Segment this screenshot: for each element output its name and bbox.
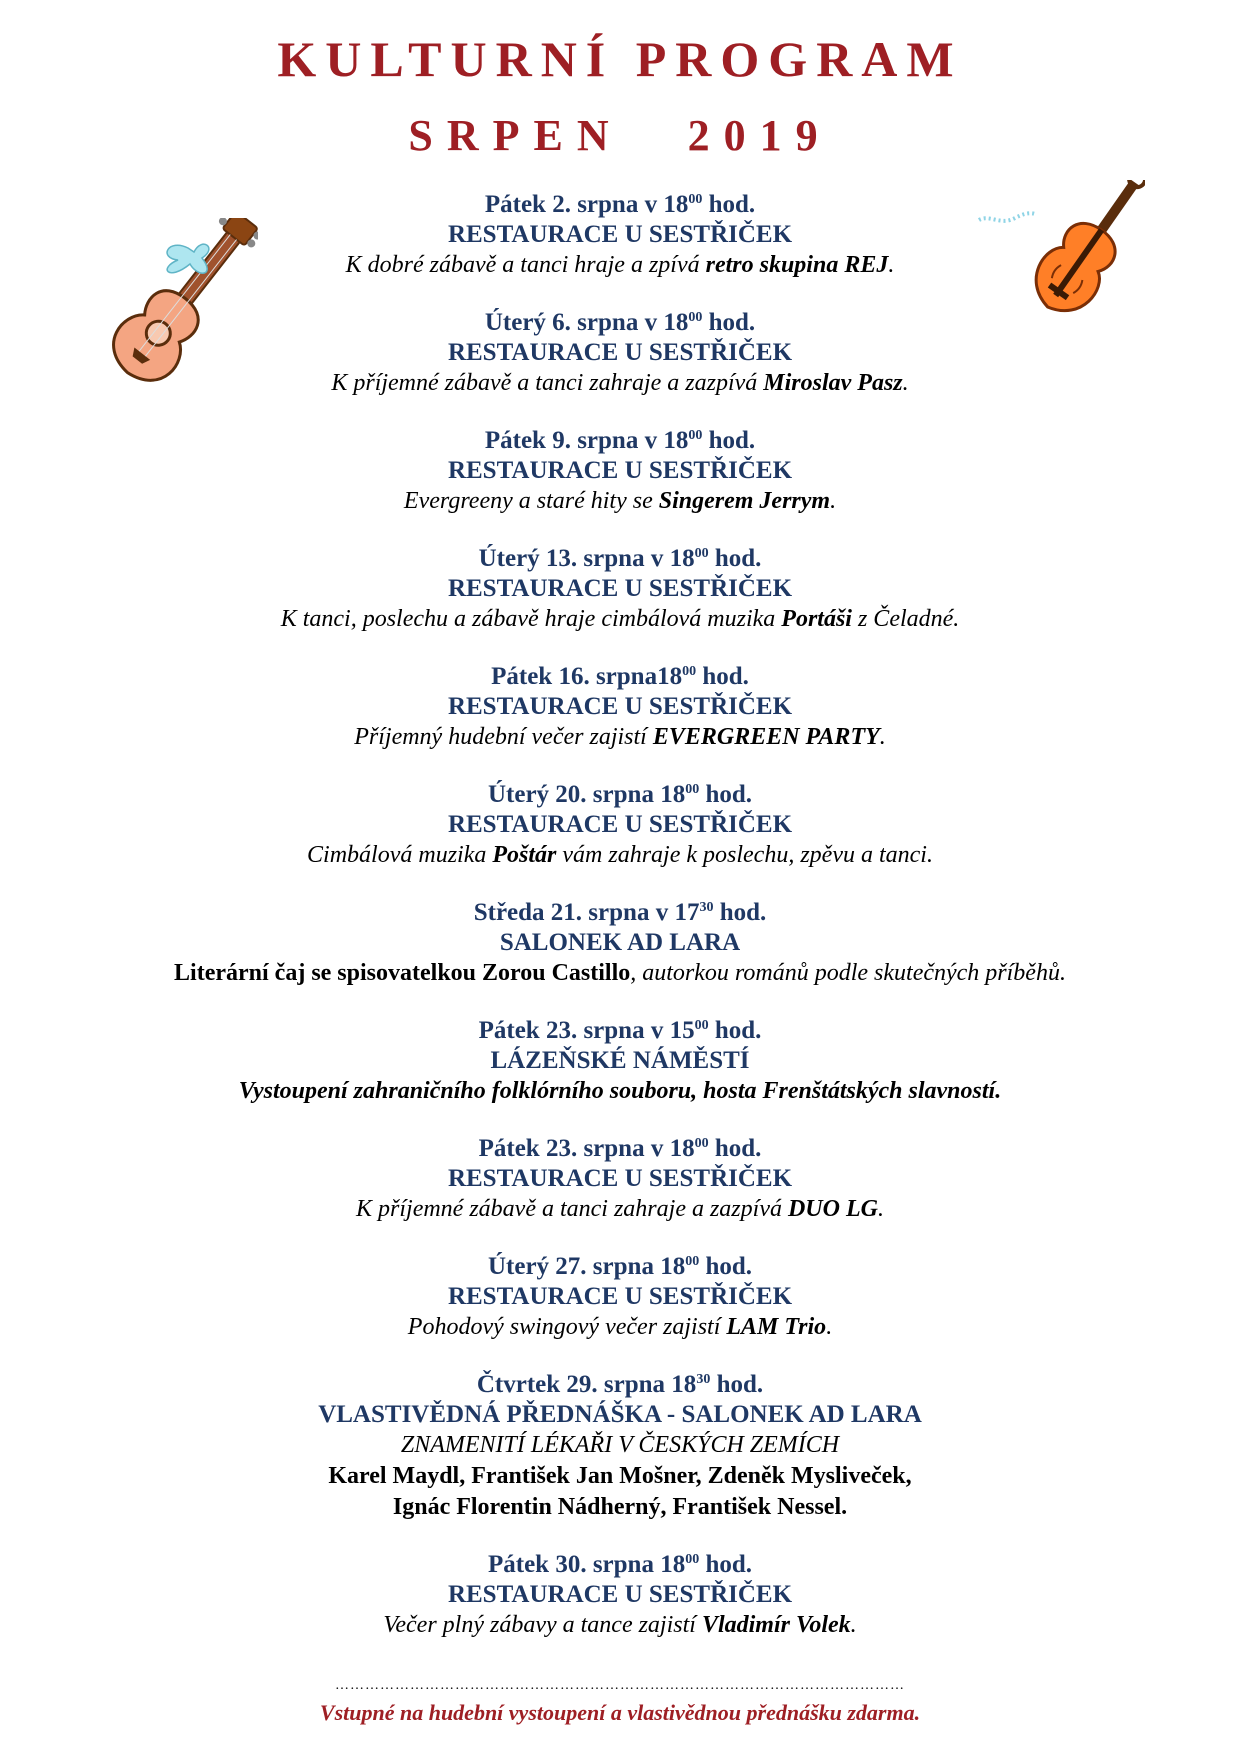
event-description: Literární čaj se spisovatelkou Zorou Castillo, autorkou románů podle skutečných příběhů. — [174, 960, 1066, 986]
event-date: Úterý 20. srpna $18^{00}$ hod. — [487, 781, 753, 808]
event-description: Příjemný hudební večer zajistí EVERGREEN PARTY. — [354, 724, 886, 750]
event-description: Evergreeny a staré hity se Singerem Jerrym. — [403, 488, 837, 514]
event-date: Úterý 27. srpna $18^{00}$ hod. — [487, 1253, 753, 1280]
event-date: Pátek 2. srpna v $18^{00}$ hod. — [484, 191, 756, 218]
event-description: Večer plný zábavy a tance zajistí Vladimír Volek. — [383, 1612, 857, 1638]
event-item — [0, 898, 1240, 989]
event-item — [0, 308, 1240, 399]
event-place: LÁZEŇSKÉ NÁMĚSTÍ — [490, 1047, 750, 1074]
event-item — [0, 1550, 1240, 1641]
lecture-names: Ignác Florentin Nádherný, František Nessel. — [392, 1494, 848, 1520]
event-description: K tanci, poslechu a zábavě hraje cimbálová muzika Portáši z Čeladné. — [280, 606, 960, 632]
event-date: Pátek 9. srpna v $18^{00}$ hod. — [484, 427, 756, 454]
event-date: Pátek 23. srpna v $15^{00}$ hod. — [478, 1017, 762, 1044]
event-place: RESTAURACE U SESTŘIČEK — [447, 339, 793, 366]
event-item — [0, 662, 1240, 753]
event-date: Pátek 30. srpna $18^{00}$ hod. — [487, 1551, 753, 1578]
event-item — [0, 1252, 1240, 1343]
separator: …………………………………………………………………………………………………… — [335, 1678, 905, 1693]
event-item — [0, 1016, 1240, 1107]
event-place: SALONEK AD LARA — [499, 929, 741, 956]
event-item — [0, 1134, 1240, 1225]
page-title: KULTURNÍ PROGRAM — [277, 31, 963, 87]
event-place: RESTAURACE U SESTŘIČEK — [447, 221, 793, 248]
event-description: K příjemné zábavě a tanci zahraje a zazpívá DUO LG. — [356, 1196, 884, 1222]
event-description: K příjemné zábavě a tanci zahraje a zazpívá Miroslav Pasz. — [331, 370, 909, 396]
event-item — [0, 426, 1240, 517]
event-place: RESTAURACE U SESTŘIČEK — [447, 457, 793, 484]
event-item — [0, 780, 1240, 871]
event-place: RESTAURACE U SESTŘIČEK — [447, 693, 793, 720]
event-place: RESTAURACE U SESTŘIČEK — [447, 1283, 793, 1310]
footer-note: Vstupné na hudební vystoupení a vlastivědnou přednášku zdarma. — [319, 1700, 921, 1725]
event-date: Středa 21. srpna v $17^{30}$ hod. — [473, 899, 767, 926]
event-place: RESTAURACE U SESTŘIČEK — [447, 811, 793, 838]
event-description: Pohodový swingový večer zajistí LAM Trio. — [407, 1314, 833, 1340]
event-list — [0, 190, 1240, 1668]
page-subtitle: SRPEN 2019 — [408, 111, 832, 160]
event-place: VLASTIVĚDNÁ PŘEDNÁŠKA - SALONEK AD LARA — [318, 1401, 922, 1428]
lecture-title: ZNAMENITÍ LÉKAŘI V ČESKÝCH ZEMÍCH — [400, 1432, 840, 1458]
event-place: RESTAURACE U SESTŘIČEK — [447, 1581, 793, 1608]
event-place: RESTAURACE U SESTŘIČEK — [447, 1165, 793, 1192]
event-item — [0, 1370, 1240, 1523]
event-description: Cimbálová muzika Poštár vám zahraje k poslechu, zpěvu a tanci. — [307, 842, 933, 868]
event-place: RESTAURACE U SESTŘIČEK — [447, 575, 793, 602]
event-description: Vystoupení zahraničního folklórního souboru, hosta Frenštátských slavností. — [238, 1078, 1002, 1104]
event-date: Čtvrtek 29. srpna $18^{30}$ hod. — [476, 1371, 764, 1398]
event-item — [0, 190, 1240, 281]
event-description: K dobré zábavě a tanci hraje a zpívá retro skupina REJ. — [345, 252, 895, 278]
lecture-names: Karel Maydl, František Jan Mošner, Zdeněk Mysliveček, — [328, 1463, 912, 1489]
event-date: Úterý 13. srpna v $18^{00}$ hod. — [478, 545, 762, 572]
event-item — [0, 544, 1240, 635]
event-date: Úterý 6. srpna v $18^{00}$ hod. — [484, 309, 756, 336]
event-date: Pátek 23. srpna v $18^{00}$ hod. — [478, 1135, 762, 1162]
event-date: Pátek 16. $srpna18^{00}$ hod. — [491, 663, 749, 690]
